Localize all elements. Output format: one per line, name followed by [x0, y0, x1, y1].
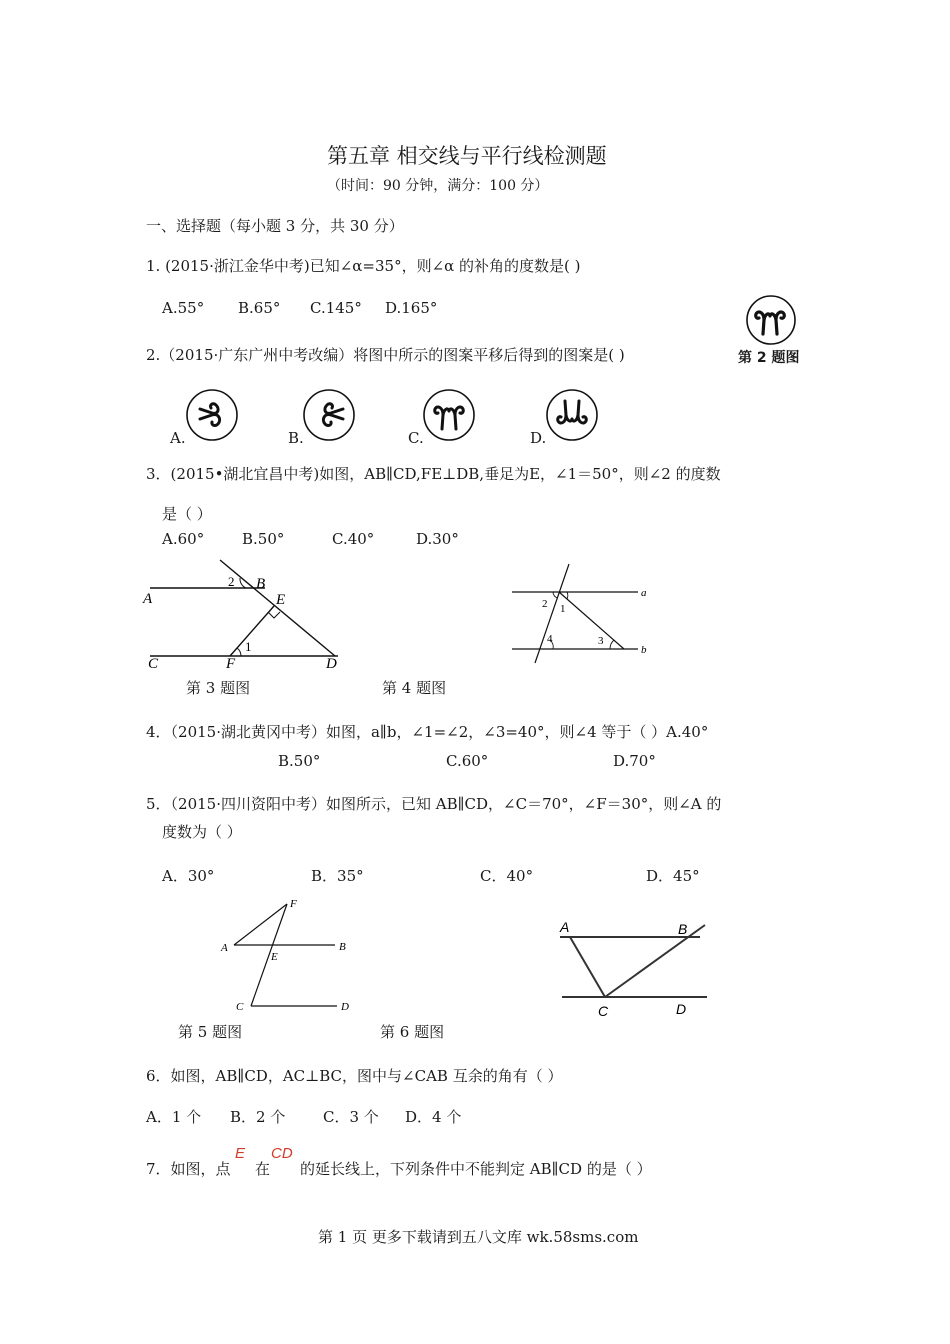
q2-option-d: D.	[530, 429, 547, 447]
q1-option-c: C.145°	[310, 299, 362, 317]
q2-option-b: B.	[288, 429, 304, 447]
q3-stem: 3．(2015•湖北宜昌中考)如图，AB∥CD,FE⊥DB,垂足为E，∠1＝50°，则∠2 的度数	[146, 465, 721, 483]
q4-option-b: B.50°	[278, 752, 321, 770]
segment	[559, 592, 624, 649]
q3-figure-label: 第 3 题图	[186, 679, 251, 697]
segment-cb	[605, 925, 705, 997]
label-c: C	[598, 1003, 609, 1019]
segment-af	[234, 904, 287, 945]
q3-option-c: C.40°	[332, 530, 375, 548]
q5-figure	[215, 895, 360, 1020]
q7-stem-part2: 在	[255, 1160, 271, 1178]
q6-stem: 6．如图，AB∥CD，AC⊥BC，图中与∠CAB 互余的角有（ ）	[146, 1067, 563, 1085]
q2-reference-figure	[744, 294, 798, 348]
segment-ac	[570, 937, 605, 997]
label-c: C	[236, 1001, 244, 1013]
q1-stem: 1. (2015·浙江金华中考)已知∠α=35°，则∠α 的补角的度数是( )	[146, 257, 581, 275]
label-c: C	[148, 656, 159, 672]
q2-option-d-figure	[546, 389, 598, 441]
q7-segment-cd: CD	[271, 1145, 293, 1162]
q2-figure-label: 第 2 题图	[738, 350, 800, 366]
label-b: B	[678, 921, 688, 937]
q4-option-c: C.60°	[446, 752, 489, 770]
angle-2-label: 2	[228, 574, 235, 589]
angle-4-label: 4	[547, 633, 553, 645]
label-d: D	[326, 656, 337, 672]
segment-fe	[230, 606, 274, 656]
q6-figure-label: 第 6 题图	[380, 1023, 445, 1041]
q6-figure	[555, 915, 715, 1020]
q1-option-a: A.55°	[162, 299, 205, 317]
angle-1-label: 1	[245, 639, 252, 654]
section-heading: 一、选择题（每小题 3 分，共 30 分）	[146, 217, 404, 235]
q7-point-e: E	[235, 1145, 246, 1162]
q2-option-b-figure	[303, 389, 355, 441]
q2-option-a: A.	[170, 429, 186, 447]
label-d: D	[341, 1001, 349, 1013]
q5-figure-label: 第 5 题图	[178, 1023, 243, 1041]
angle-2-label: 2	[542, 598, 548, 610]
label-a: A	[221, 942, 228, 954]
q4-stem: 4．（2015·湖北黄冈中考）如图，a∥b，∠1=∠2，∠3=40°，则∠4 等于（ ）A.40°	[146, 723, 709, 741]
q2-option-c: C.	[408, 429, 424, 447]
angle-3-label: 3	[598, 635, 604, 647]
q7-stem-part1: 7．如图，点	[146, 1160, 231, 1178]
label-f: F	[290, 898, 297, 910]
q3-stem-continued: 是（ ）	[162, 505, 212, 523]
line-db	[220, 560, 335, 656]
q3-figure	[140, 555, 350, 675]
q2-option-c-figure	[423, 389, 475, 441]
q5-option-c: C．40°	[480, 867, 534, 885]
page-title: 第五章 相交线与平行线检测题	[327, 144, 607, 168]
q3-option-d: D.30°	[416, 530, 459, 548]
q6-option-c: C．3 个	[323, 1108, 379, 1126]
q6-option-b: B．2 个	[230, 1108, 286, 1126]
label-f: F	[226, 656, 236, 672]
q4-figure-label: 第 4 题图	[382, 679, 447, 697]
q6-option-a: A．1 个	[146, 1108, 202, 1126]
label-b: b	[641, 644, 647, 656]
q4-figure	[505, 560, 665, 670]
label-e: E	[276, 592, 286, 608]
q7-stem-part3: 的延长线上，下列条件中不能判定 AB∥CD 的是（ ）	[300, 1160, 652, 1178]
label-d: D	[676, 1001, 687, 1017]
page-subtitle: （时间：90 分钟，满分：100 分）	[327, 178, 549, 194]
q1-option-b: B.65°	[238, 299, 281, 317]
angle-1-label: 1	[560, 603, 566, 615]
q5-option-b: B．35°	[311, 867, 364, 885]
label-a: A	[560, 919, 570, 935]
q3-option-a: A.60°	[162, 530, 205, 548]
q2-option-a-figure	[186, 389, 238, 441]
page-footer: 第 1 页 更多下载请到五八文库 wk.58sms.com	[318, 1228, 639, 1246]
q5-option-d: D．45°	[646, 867, 700, 885]
q3-option-b: B.50°	[242, 530, 285, 548]
q5-stem-continued: 度数为（ ）	[162, 823, 242, 841]
segment-fc	[251, 904, 287, 1006]
q4-option-d: D.70°	[613, 752, 656, 770]
label-a: a	[641, 587, 647, 599]
label-b: B	[339, 941, 346, 953]
label-e: E	[271, 951, 278, 963]
q2-stem: 2.（2015·广东广州中考改编）将图中所示的图案平移后得到的图案是( )	[146, 346, 625, 364]
q5-option-a: A．30°	[162, 867, 215, 885]
label-a: A	[143, 591, 153, 607]
label-b: B	[256, 576, 266, 592]
q5-stem: 5．（2015·四川资阳中考）如图所示，已知 AB∥CD，∠C＝70°，∠F＝30°，则∠A 的	[146, 795, 722, 813]
q1-option-d: D.165°	[385, 299, 438, 317]
q6-option-d: D．4 个	[405, 1108, 462, 1126]
